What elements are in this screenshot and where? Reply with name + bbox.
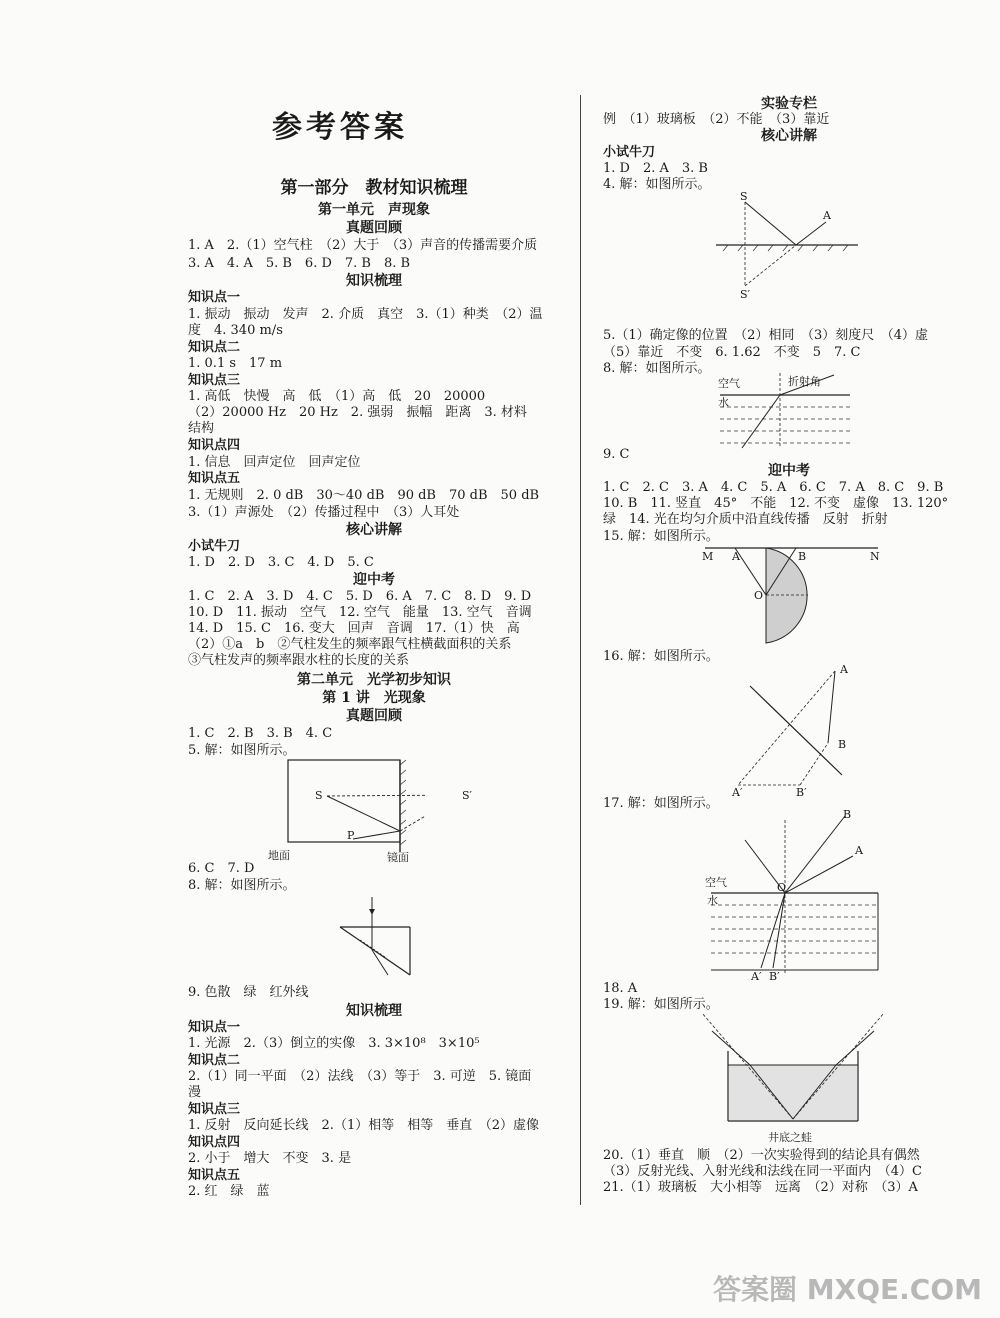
answer-line: 1. 光源 2.（3）倒立的实像 3. 3×10⁸ 3×10⁵ (188, 1036, 480, 1051)
topic-label: 知识点二 (188, 340, 241, 355)
figure-plane-mirror-16 (730, 663, 860, 798)
sub-heading: 第一单元 声现象 (318, 202, 430, 218)
label-s: S (315, 789, 323, 802)
label-b: B (843, 808, 852, 821)
answer-line: 18. A (603, 981, 638, 996)
answer-line: 6. C 7. D (188, 861, 255, 876)
answer-line: 1. A 2.（1）空气柱 （2）大于 （3）声音的传播需要介质 (188, 238, 538, 253)
figure-prism (330, 895, 430, 985)
label-p: P (347, 829, 355, 842)
answer-line: 1. D 2. A 3. B (603, 161, 708, 176)
label-a: A (823, 209, 831, 222)
answer-line: 10. B 11. 竖直 45° 不能 12. 不变 虚像 13. 120° (603, 496, 949, 511)
label-mirror: 镜面 (387, 851, 409, 864)
answer-line: 1. 振动 振动 发声 2. 介质 真空 3.（1）种类 （2）温 (188, 307, 543, 322)
answer-line: 15. 解：如图所示。 (603, 529, 719, 544)
label-s: S (740, 190, 748, 203)
label-b: B (798, 550, 807, 563)
answer-line: 8. 解：如图所示。 (188, 878, 296, 893)
answer-line: 结构 (188, 421, 215, 436)
figure-refraction-17 (703, 808, 883, 983)
answer-line: 3. A 4. A 5. B 6. D 7. B 8. B (188, 256, 411, 271)
sub-heading: 实验专栏 (761, 96, 817, 112)
topic-label: 知识点五 (188, 1168, 241, 1183)
topic-label: 知识点一 (188, 290, 241, 305)
topic-label: 小试牛刀 (603, 145, 656, 160)
topic-label: 知识点五 (188, 471, 241, 486)
label-b-image: B′ (796, 786, 807, 798)
label-b-image: B′ (769, 970, 780, 983)
column-divider (580, 95, 581, 1205)
answer-line: 10. D 11. 振动 空气 12. 空气 能量 13. 空气 音调 (188, 605, 532, 620)
figure-semicircle-glass-15 (700, 543, 880, 648)
topic-label: 知识点三 (188, 1102, 241, 1117)
section-heading: 第一部分 教材知识梳理 (280, 178, 468, 198)
answer-line: 5.（1）确定像的位置 （2）相同 （3）刻度尺 （4）虚 (603, 328, 928, 343)
answer-line: 例 （1）玻璃板 （2）不能 （3）靠近 (603, 112, 830, 127)
label-m: M (702, 550, 714, 563)
answer-line: 1. C 2. B 3. B 4. C (188, 726, 333, 741)
label-air: 空气 (705, 876, 727, 889)
answer-line: 1. C 2. C 3. A 4. C 5. A 6. C 7. A 8. C 9. B (603, 480, 944, 495)
answer-line: 19. 解：如图所示。 (603, 997, 719, 1012)
answer-line: 9. 色散 绿 红外线 (188, 985, 309, 1000)
figure-mirror-reflection (265, 757, 425, 867)
label-o: O (777, 881, 787, 894)
answer-line: 漫 (188, 1085, 202, 1100)
label-s-image: S′ (740, 288, 751, 301)
answer-line: 1. 信息 回声定位 回声定位 (188, 455, 361, 470)
label-air: 空气 (718, 377, 740, 390)
answer-line: 8. 解：如图所示。 (603, 361, 711, 376)
answer-line: 9. C (603, 447, 630, 462)
sub-heading: 真题回顾 (346, 220, 402, 236)
sub-heading: 知识梳理 (346, 273, 402, 289)
label-water: 水 (718, 396, 729, 409)
answer-line: 4. 解：如图所示。 (603, 177, 711, 192)
answer-line: （2）20000 Hz 20 Hz 2. 强弱 振幅 距离 3. 材料 (188, 405, 527, 420)
answer-line: 2.（1）同一平面 （2）法线 （3）等于 3. 可逆 5. 镜面 (188, 1069, 532, 1084)
sub-heading: 迎中考 (353, 572, 395, 588)
label-a-image: A′ (732, 786, 743, 798)
label-a: A (855, 844, 863, 857)
label-ground: 地面 (268, 849, 290, 862)
answer-line: ③气柱发声的频率跟水柱的长度的关系 (188, 653, 410, 668)
label-a: A (840, 663, 848, 676)
answer-line: （2）①a b ②气柱发生的频率跟气柱横截面积的关系 (188, 637, 512, 652)
answer-line: 1. 无规则 2. 0 dB 30～40 dB 90 dB 70 dB 50 dB (188, 488, 540, 503)
topic-label: 知识点二 (188, 1053, 241, 1068)
answer-line: 绿 14. 光在均匀介质中沿直线传播 反射 折射 (603, 512, 888, 527)
watermark: 答案圈 MXQE.COM (713, 1273, 982, 1306)
sub-heading: 真题回顾 (346, 708, 402, 724)
answer-line: 1. 反射 反向延长线 2.（1）相等 相等 垂直 （2）虚像 (188, 1118, 539, 1133)
answer-line: 17. 解：如图所示。 (603, 796, 719, 811)
topic-label: 知识点四 (188, 438, 241, 453)
answer-line: 2. 红 绿 蓝 (188, 1184, 270, 1199)
answer-line: （3）反射光线、入射光线和法线在同一平面内 （4）C (603, 1164, 922, 1179)
label-caption: 井底之蛙 (768, 1131, 812, 1144)
label-s-image: S′ (462, 789, 473, 802)
sub-heading: 第二单元 光学初步知识 (297, 672, 451, 688)
sub-heading: 迎中考 (768, 463, 810, 479)
answer-line: 度 4. 340 m/s (188, 323, 283, 338)
topic-label: 小试牛刀 (188, 539, 241, 554)
answer-line: 21.（1）玻璃板 大小相等 远离 （2）对称 （3）A (603, 1180, 918, 1195)
answer-line: 14. D 15. C 16. 变大 回声 音调 17.（1）快 高 (188, 621, 520, 636)
answer-line: 5. 解：如图所示。 (188, 743, 296, 758)
label-o: O (754, 589, 764, 602)
figure-refraction-8 (710, 373, 860, 451)
topic-label: 知识点一 (188, 1020, 241, 1035)
label-b: B (838, 738, 847, 751)
topic-label: 知识点四 (188, 1135, 241, 1150)
page-title: 参考答案 (272, 110, 408, 145)
label-water: 水 (707, 894, 718, 907)
answer-line: 2. 小于 增大 不变 3. 是 (188, 1151, 352, 1166)
label-refraction-angle: 折射角 (788, 375, 821, 388)
answer-line: （5）靠近 不变 6. 1.62 不变 5 7. C (603, 345, 861, 360)
label-n: N (870, 550, 880, 563)
answer-line: 3.（1）声源处 （2）传播过程中 （3）人耳处 (188, 505, 460, 520)
answer-line: 1. D 2. D 3. C 4. D 5. C (188, 555, 374, 570)
answer-line: 1. 高低 快慢 高 低 （1）高 低 20 20000 (188, 389, 486, 404)
answer-line: 20.（1）垂直 顺 （2）一次实验得到的结论具有偶然 (603, 1148, 920, 1163)
answer-line: 1. C 2. A 3. D 4. C 5. D 6. A 7. C 8. D 9. D (188, 589, 532, 604)
sub-heading: 核心讲解 (761, 128, 817, 144)
figure-well-frog-19 (700, 1011, 895, 1146)
label-a: A (732, 550, 740, 563)
label-a-image: A′ (751, 970, 762, 983)
topic-label: 知识点三 (188, 373, 241, 388)
sub-heading: 核心讲解 (346, 522, 402, 538)
sub-heading: 知识梳理 (346, 1003, 402, 1019)
answer-line: 16. 解：如图所示。 (603, 649, 719, 664)
answer-line: 1. 0.1 s 17 m (188, 356, 283, 371)
figure-plane-mirror-4 (708, 188, 868, 303)
sub-heading: 第 1 讲 光现象 (322, 690, 426, 706)
